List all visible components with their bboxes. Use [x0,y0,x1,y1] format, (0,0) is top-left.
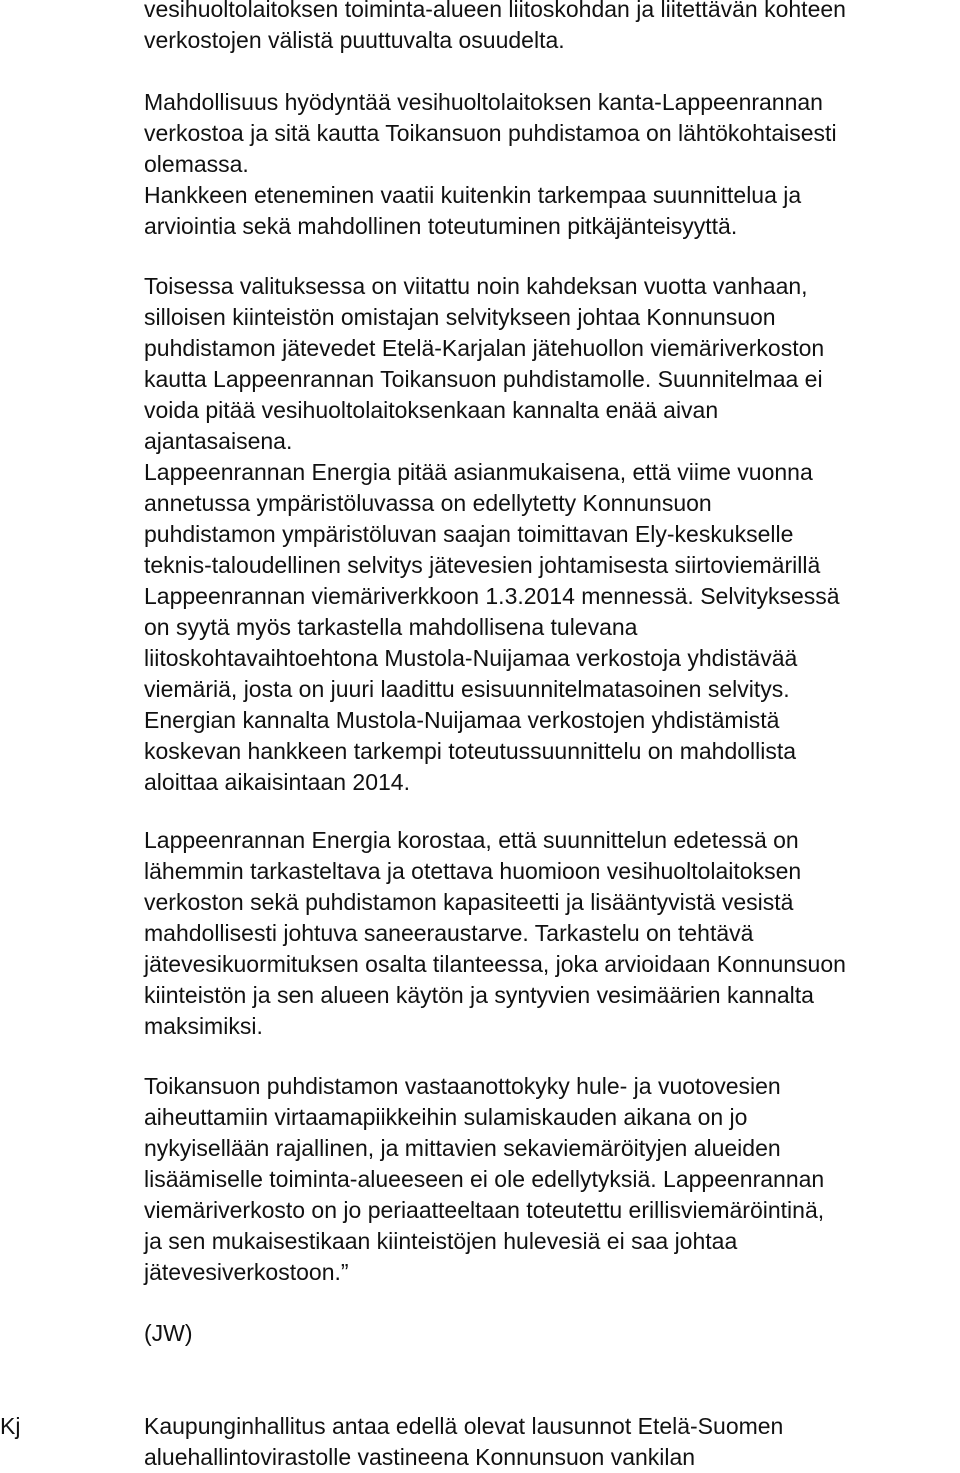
text-line: verkostojen välistä puuttuvalta osuudelta. [144,27,565,53]
text-line: Lappeenrannan Energia korostaa, että suunnittelun edetessä on [144,827,799,853]
text-line: Toikansuon puhdistamon vastaanottokyky hule- ja vuotovesien [144,1073,781,1099]
paragraph-initials [144,1318,193,1349]
text-line: arviointia sekä mahdollinen toteutuminen pitkäjänteisyyttä. [144,213,738,239]
text-line: verkoston sekä puhdistamon kapasiteetti ja lisääntyvistä vesistä [144,889,794,915]
paragraph-liitoskohta-continuation [144,0,846,56]
text-line: voida pitää vesihuoltolaitoksenkaan kannalta enää aivan [144,397,719,423]
text-line: ajantasaisena. [144,428,293,454]
text-line: ja sen mukaisestikaan kiinteistöjen hulevesiä ei saa johtaa [144,1228,738,1254]
text-line: Energian kannalta Mustola-Nuijamaa verkostojen yhdistämistä [144,707,780,733]
text-line: puhdistamon ympäristöluvan saajan toimittavan Ely-keskukselle [144,521,794,547]
text-line: jätevesiverkostoon.” [144,1259,349,1285]
paragraph-toisessa-valituksessa [144,271,840,798]
text-line: verkostoa ja sitä kautta Toikansuon puhdistamoa on lähtökohtaisesti [144,120,837,146]
text-line: viemäriä, josta on juuri laadittu esisuunnitelmatasoinen selvitys. [144,676,790,702]
text-line: Lappeenrannan viemäriverkkoon 1.3.2014 mennessä. Selvityksessä [144,583,840,609]
text-line: maksimiksi. [144,1013,263,1039]
text-line: lähemmin tarkasteltava ja otettava huomioon vesihuoltolaitoksen [144,858,802,884]
text-line: Toisessa valituksessa on viitattu noin kahdeksan vuotta vanhaan, [144,273,808,299]
text-line: nykyisellään rajallinen, ja mittavien sekaviemäröityjen alueiden [144,1135,781,1161]
text-line: viemäriverkosto on jo periaatteeltaan toteutettu erillisviemäröintinä, [144,1197,825,1223]
text-line: jätevesikuormituksen osalta tilanteessa, joka arvioidaan Konnunsuon [144,951,846,977]
text-line: puhdistamon jätevedet Etelä-Karjalan jätehuollon viemäriverkoston [144,335,825,361]
text-line: aluehallintovirastolle vastineena Konnunsuon vankilan [144,1444,696,1470]
text-line: liitoskohtavaihtoehtona Mustola-Nuijamaa verkostoja yhdistävää [144,645,798,671]
text-line: Lappeenrannan Energia pitää asianmukaisena, että viime vuonna [144,459,813,485]
paragraph-energia-korostaa [144,825,846,1042]
text-line: koskevan hankkeen tarkempi toteutussuunnittelu on mahdollista [144,738,797,764]
text-line: aiheuttamiin virtaamapiikkeihin sulamiskauden aikana on jo [144,1104,748,1130]
text-line: vesihuoltolaitoksen toiminta-alueen liitoskohdan ja liitettävän kohteen [144,0,846,22]
paragraph-mahdollisuus [144,87,837,242]
paragraph-toikansuon-puhdistamo [144,1071,824,1288]
margin-label: Kj [0,1413,21,1439]
text-line: aloittaa aikaisintaan 2014. [144,769,410,795]
text-line: mahdollisesti johtuva saneeraustarve. Tarkastelu on tehtävä [144,920,754,946]
text-line: kautta Lappeenrannan Toikansuon puhdistamolle. Suunnitelmaa ei [144,366,823,392]
text-line: Kaupunginhallitus antaa edellä olevat lausunnot Etelä-Suomen [144,1413,784,1439]
text-line: teknis-taloudellinen selvitys jätevesien johtamisesta siirtoviemärillä [144,552,821,578]
author-initials: (JW) [144,1320,193,1346]
text-line: silloisen kiinteistön omistajan selvitykseen johtaa Konnunsuon [144,304,776,330]
text-line: kiinteistön ja sen alueen käytön ja syntyvien vesimäärien kannalta [144,982,814,1008]
text-line: Hankkeen eteneminen vaatii kuitenkin tarkempaa suunnittelua ja [144,182,802,208]
text-line: Mahdollisuus hyödyntää vesihuoltolaitoksen kanta-Lappeenrannan [144,89,823,115]
text-line: olemassa. [144,151,249,177]
text-line: annetussa ympäristöluvassa on edellytetty Konnunsuon [144,490,712,516]
paragraph-kaupunginhallitus [144,1411,783,1473]
text-line: on syytä myös tarkastella mahdollisena tulevana [144,614,638,640]
text-line: lisäämiselle toiminta-alueeseen ei ole edellytyksiä. Lappeenrannan [144,1166,825,1192]
